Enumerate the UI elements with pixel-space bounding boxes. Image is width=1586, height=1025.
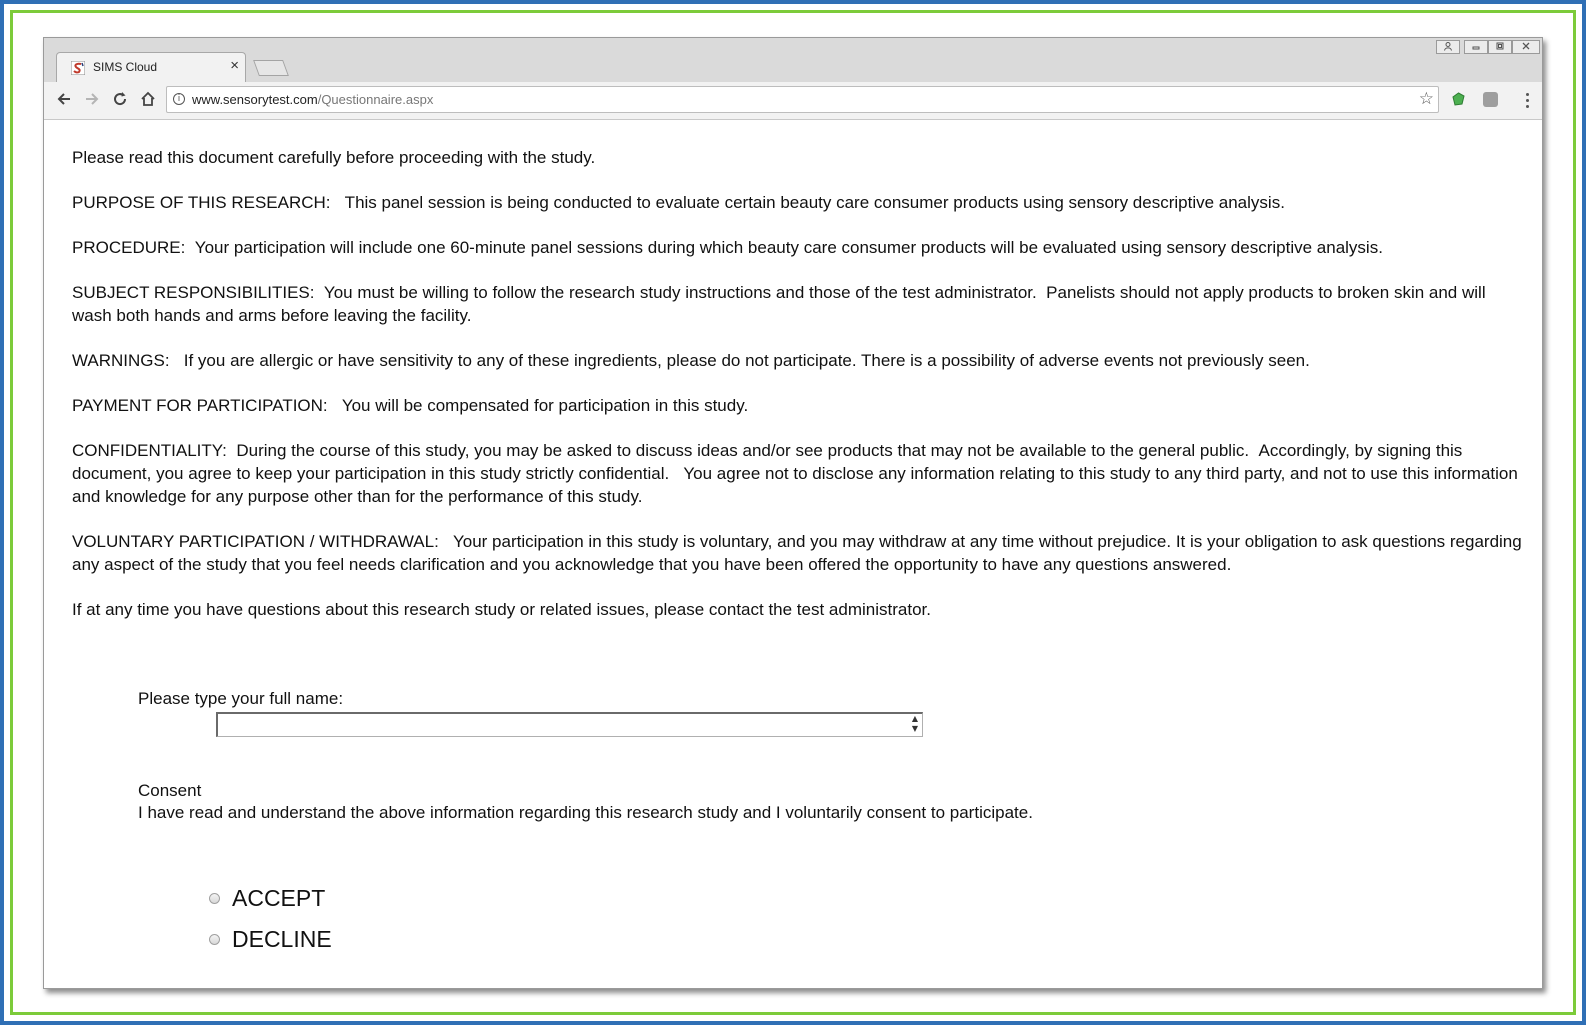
intro-text: Please read this document carefully before proceeding with the study. bbox=[72, 148, 596, 167]
url-text bbox=[192, 92, 433, 107]
voluntary-section: VOLUNTARY PARTICIPATION / WITHDRAWAL: Your participation in this study is voluntary, and you may withdraw at any time without prejudice. It is your obligation to ask questions regarding any aspect of the study that you feel needs clarification and you acknowledge that you have been offered the opportunity to have any questions answered. bbox=[72, 532, 1522, 574]
menu-icon[interactable] bbox=[1526, 91, 1530, 109]
accept-label[interactable]: ACCEPT bbox=[232, 884, 326, 911]
address-bar[interactable] bbox=[166, 86, 1439, 113]
back-arrow-icon[interactable] bbox=[54, 90, 74, 110]
star-icon[interactable]: ☆ bbox=[1418, 89, 1434, 109]
contact-section: If at any time you have questions about this research study or related issues, please contact the test administrator. bbox=[72, 600, 931, 619]
tab-sims-cloud[interactable] bbox=[56, 52, 246, 82]
reload-icon[interactable] bbox=[110, 90, 130, 110]
close-window-icon[interactable] bbox=[1512, 40, 1540, 54]
extension-shield-icon[interactable] bbox=[1451, 92, 1466, 107]
procedure-section: PROCEDURE: Your participation will include one 60-minute panel sessions during which beauty care consumer products will be evaluated using sensory descriptive analysis. bbox=[72, 238, 1383, 257]
minimize-icon[interactable] bbox=[1464, 40, 1488, 54]
warnings-section: WARNINGS: If you are allergic or have sensitivity to any of these ingredients, please do not participate. There is a possibility of adverse events not previously seen. bbox=[72, 351, 1310, 370]
purpose-section: PURPOSE OF THIS RESEARCH: This panel session is being conducted to evaluate certain beauty care consumer products using sensory descriptive analysis. bbox=[72, 193, 1285, 212]
url-domain: www.sensorytest.com bbox=[192, 92, 318, 107]
full-name-input[interactable] bbox=[216, 712, 923, 737]
browser-window bbox=[43, 37, 1543, 989]
tab-close-icon[interactable]: × bbox=[230, 57, 239, 74]
url-path: /Questionnaire.aspx bbox=[317, 92, 434, 107]
tab-title: SIMS Cloud bbox=[93, 60, 158, 74]
decline-label[interactable]: DECLINE bbox=[232, 925, 332, 952]
browser-toolbar bbox=[44, 82, 1542, 120]
payment-section: PAYMENT FOR PARTICIPATION: You will be compensated for participation in this study. bbox=[72, 396, 749, 415]
sims-favicon-icon bbox=[71, 61, 85, 75]
forward-arrow-icon[interactable] bbox=[82, 90, 102, 110]
new-tab-button[interactable] bbox=[253, 60, 289, 76]
profile-icon[interactable] bbox=[1436, 40, 1460, 54]
window-controls bbox=[1436, 40, 1540, 56]
full-name-label: Please type your full name: bbox=[138, 689, 344, 708]
decline-option[interactable] bbox=[209, 924, 332, 954]
home-icon[interactable] bbox=[138, 90, 158, 110]
accept-radio[interactable] bbox=[209, 893, 220, 904]
consent-statement: I have read and understand the above information regarding this research study and I voluntarily consent to participate. bbox=[138, 803, 1033, 822]
decline-radio[interactable] bbox=[209, 934, 220, 945]
document-body bbox=[72, 146, 1522, 643]
input-spinner-icon[interactable]: ▲ ▼ bbox=[911, 714, 919, 733]
confidentiality-section: CONFIDENTIALITY: During the course of this study, you may be asked to discuss ideas and/or see products that may not be available to the general public. Accordingly, by signing this document, you agree to keep your participation in this study strictly confidential. You agree not to disclose any information relating to this study to any third party, and not to use this information and knowledge for any purpose other than for the performance of this study. bbox=[72, 441, 1518, 506]
extension-icon[interactable] bbox=[1483, 92, 1498, 107]
tab-strip bbox=[44, 38, 1542, 82]
responsibilities-section: SUBJECT RESPONSIBILITIES: You must be willing to follow the research study instructions and those of the test administrator. Panelists should not apply products to broken skin and will wash both hands and arms before leaving the facility. bbox=[72, 283, 1486, 325]
consent-title: Consent bbox=[138, 781, 202, 800]
accept-option[interactable] bbox=[209, 883, 325, 913]
restore-icon[interactable] bbox=[1488, 40, 1512, 54]
info-icon[interactable]: i bbox=[173, 93, 185, 105]
